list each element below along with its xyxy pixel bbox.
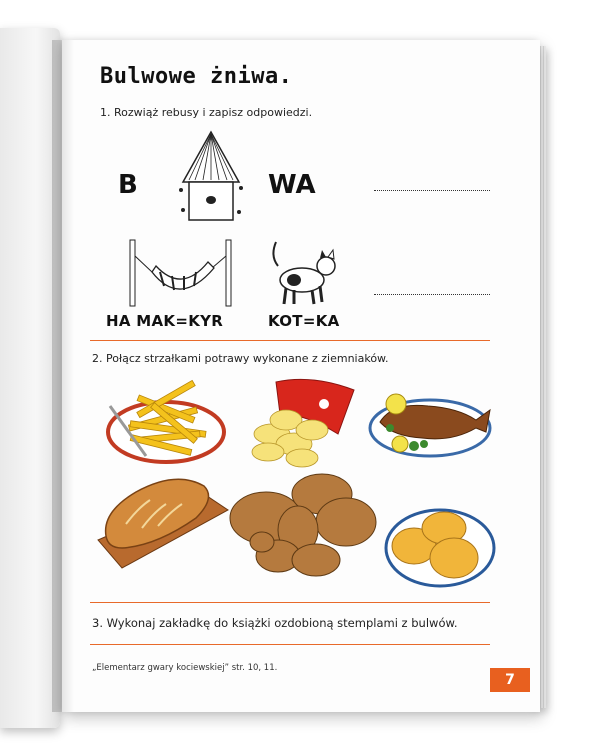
cat-image <box>268 236 342 308</box>
answer-line-1[interactable] <box>374 190 490 191</box>
beehive-hut-image <box>175 130 247 226</box>
answer-line-2[interactable] <box>374 294 490 295</box>
potato-pancakes-image[interactable] <box>384 504 496 588</box>
section-divider-3 <box>90 644 490 645</box>
potato-chips-image[interactable] <box>242 374 360 468</box>
french-fries-image[interactable] <box>100 376 226 466</box>
task-3-instruction: 3. Wykonaj zakładkę do książki ozdobioną stemplami z bulwów. <box>92 616 458 630</box>
bread-loaf-image[interactable] <box>96 472 230 572</box>
rebus-2-caption-left: HA MAK=KYR <box>106 312 224 330</box>
rebus-2-caption-right: KOT=KA <box>268 312 340 330</box>
footer-source: „Elementarz gwary kociewskiej” str. 10, 11. <box>92 663 278 673</box>
rebus-1-syllable: WA <box>268 170 316 200</box>
page-title: Bulwowe żniwa. <box>100 64 293 89</box>
page-number-badge: 7 <box>490 668 530 692</box>
section-divider-1 <box>90 340 490 341</box>
left-page-edge <box>0 28 60 728</box>
potatoes-image[interactable] <box>226 470 380 580</box>
task-1-instruction: 1. Rozwiąż rebusy i zapisz odpowiedzi. <box>100 106 313 119</box>
section-divider-2 <box>90 602 490 603</box>
rebus-1-letter: B <box>118 170 138 200</box>
book-gutter-shadow <box>52 40 74 712</box>
fried-fish-image[interactable] <box>366 376 494 464</box>
hammock-image <box>122 238 242 308</box>
task-2-instruction: 2. Połącz strzałkami potrawy wykonane z ziemniaków. <box>92 352 389 365</box>
